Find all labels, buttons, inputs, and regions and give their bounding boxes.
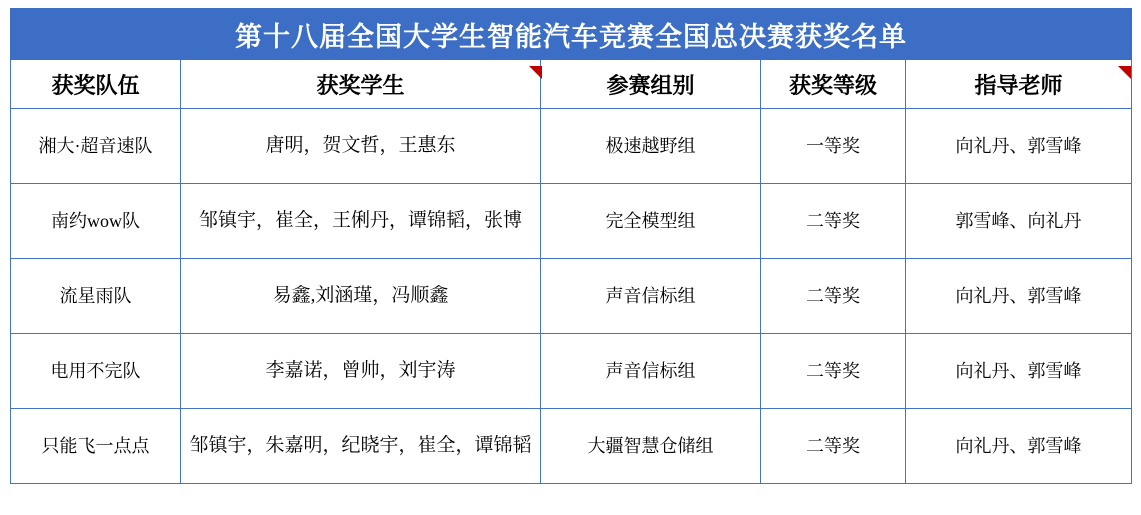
cell-level: 二等奖 [761,334,906,409]
cell-level: 二等奖 [761,259,906,334]
cell-group: 极速越野组 [541,109,761,184]
page-title: 第十八届全国大学生智能汽车竞赛全国总决赛获奖名单 [11,9,1132,60]
cell-team: 南约wow队 [11,184,181,259]
cell-teacher: 向礼丹、郭雪峰 [906,109,1132,184]
cell-team: 流星雨队 [11,259,181,334]
cell-group: 声音信标组 [541,334,761,409]
cell-team: 湘大·超音速队 [11,109,181,184]
cell-team: 只能飞一点点 [11,409,181,484]
cell-teacher: 向礼丹、郭雪峰 [906,334,1132,409]
cell-level: 二等奖 [761,409,906,484]
table-row [11,109,1132,184]
table-row [11,184,1132,259]
cell-group: 完全模型组 [541,184,761,259]
cell-level: 二等奖 [761,184,906,259]
comment-marker-icon [1118,66,1131,79]
cell-students: 唐明，贺文哲，王惠东 [181,109,541,184]
cell-students: 邹镇宇，崔全，王俐丹，谭锦韬，张博 [181,184,541,259]
column-header-teacher: 指导老师 [906,60,1132,109]
cell-group: 声音信标组 [541,259,761,334]
cell-team: 电用不完队 [11,334,181,409]
title-row [11,9,1132,60]
column-header-group: 参赛组别 [541,60,761,109]
cell-teacher: 向礼丹、郭雪峰 [906,409,1132,484]
award-list-sheet [0,8,1141,515]
award-table [10,8,1132,484]
cell-teacher: 向礼丹、郭雪峰 [906,259,1132,334]
table-row [11,334,1132,409]
cell-group: 大疆智慧仓储组 [541,409,761,484]
table-header-row [11,60,1132,109]
table-row [11,259,1132,334]
column-header-students: 获奖学生 [181,60,541,109]
cell-students: 邹镇宇，朱嘉明，纪晓宇，崔全，谭锦韬 [181,409,541,484]
table-row [11,409,1132,484]
column-header-team: 获奖队伍 [11,60,181,109]
cell-teacher: 郭雪峰、向礼丹 [906,184,1132,259]
column-header-level: 获奖等级 [761,60,906,109]
comment-marker-icon [529,66,542,79]
cell-level: 一等奖 [761,109,906,184]
cell-students: 李嘉诺，曾帅，刘宇涛 [181,334,541,409]
cell-students: 易鑫,刘涵瑾，冯顺鑫 [181,259,541,334]
